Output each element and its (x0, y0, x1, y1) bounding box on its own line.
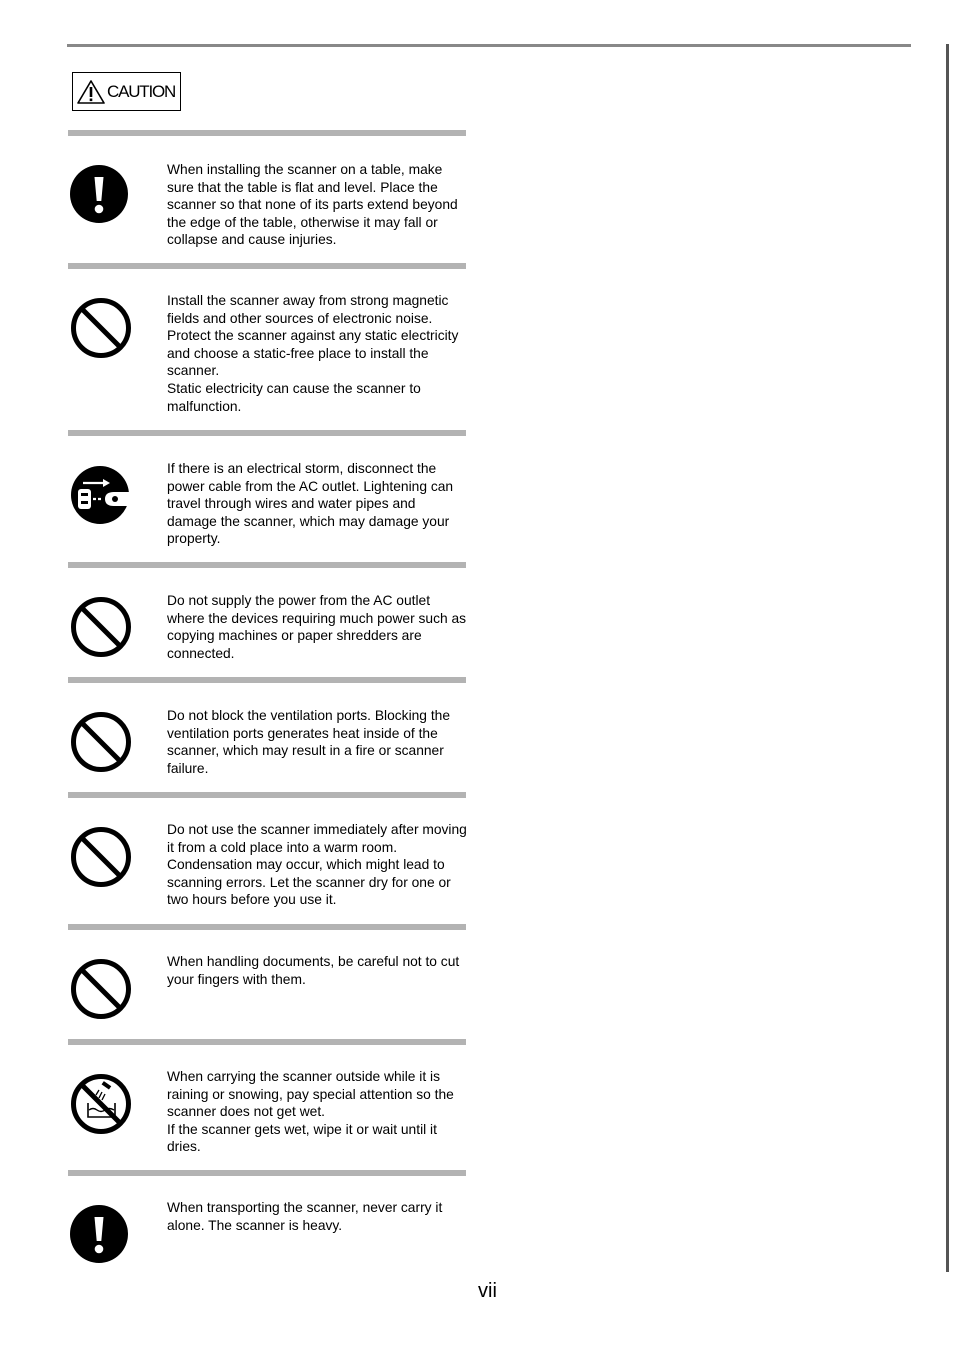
entry-separator (68, 924, 466, 930)
prohibition-icon (69, 711, 131, 773)
right-margin-rule (946, 44, 949, 1272)
no-water-icon (69, 1073, 131, 1135)
entry-separator (68, 562, 466, 568)
unplug-icon (69, 464, 131, 526)
mandatory-exclamation-icon (69, 1204, 131, 1266)
entry-separator (68, 677, 466, 683)
entry-separator (68, 130, 466, 136)
prohibition-icon (69, 826, 131, 888)
entry-text: Do not supply the power from the AC outlet where the devices requiring much power such as copying machines or paper shredders are connected. (167, 593, 467, 661)
entry-text: When transporting the scanner, never carry it alone. The scanner is heavy. (167, 1200, 443, 1233)
entry-text: When handling documents, be careful not to cut your fingers with them. (167, 954, 460, 987)
caution-heading (72, 72, 181, 111)
entry-separator (68, 430, 466, 436)
entry-text: Do not use the scanner immediately after moving it from a cold place into a warm room. Condensation may occur, which might lead to scanning errors. Let the scanner dry for one or two hours before you use it. (167, 822, 467, 908)
entry-text: Install the scanner away from strong magnetic fields and other sources of electronic noise. Protect the scanner against any static electricity and choose a static-free place to install the scanner. Static electricity can cause the scanner to malfunction. (167, 293, 459, 414)
entry-text: If there is an electrical storm, disconnect the power cable from the AC outlet. Lightening can travel through wires and water pipes and damage the scanner, which may damage your property. (167, 461, 454, 547)
entry-separator (68, 1170, 466, 1176)
entry-separator (68, 1039, 466, 1045)
entry-text: When carrying the scanner outside while it is raining or snowing, pay special attention so the scanner does not get wet. If the scanner gets wet, wipe it or wait until it dries. (167, 1069, 454, 1155)
prohibition-icon (69, 958, 131, 1020)
mandatory-exclamation-icon (69, 164, 131, 226)
prohibition-icon (69, 596, 131, 658)
warning-triangle-icon (77, 79, 105, 105)
entry-separator (68, 263, 466, 269)
prohibition-icon (69, 297, 131, 359)
entry-text: When installing the scanner on a table, make sure that the table is flat and level. Place the scanner so that none of its parts extend beyond the edge of the table, otherwise it may fall or collapse and cause injuries. (167, 162, 458, 248)
entry-text: Do not block the ventilation ports. Blocking the ventilation ports generates heat inside of the scanner, which may result in a fire or scanner failure. (167, 708, 450, 776)
entry-separator (68, 792, 466, 798)
top-rule (67, 44, 911, 47)
caution-label: CAUTION (107, 81, 176, 101)
page-number: vii (478, 1280, 497, 1302)
